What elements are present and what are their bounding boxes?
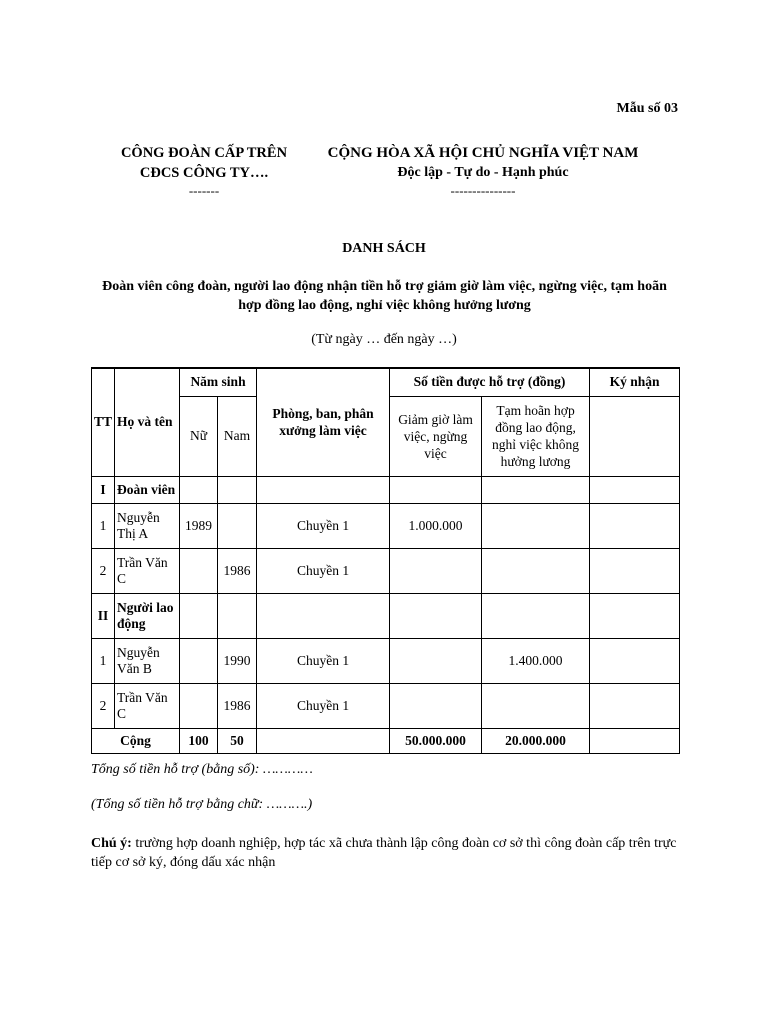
row-reduced-amount — [390, 683, 482, 728]
row-reduced-amount — [390, 548, 482, 593]
row-male-year — [218, 503, 257, 548]
row-tt: 2 — [92, 683, 115, 728]
total-signature-empty — [590, 728, 680, 753]
row-female-year — [180, 548, 218, 593]
table-row — [92, 638, 680, 683]
table-row — [92, 548, 680, 593]
upper-union-label: CÔNG ĐOÀN CẤP TRÊN — [120, 145, 288, 161]
total-row — [92, 728, 680, 753]
table-row — [92, 683, 680, 728]
header-tt: TT — [92, 368, 115, 476]
header-birth-year: Năm sinh — [180, 368, 257, 396]
group-label: Người lao động — [115, 593, 180, 638]
total-male: 50 — [218, 728, 257, 753]
row-female-year — [180, 683, 218, 728]
header-name: Họ và tên — [115, 368, 180, 476]
header-right-divider: --------------- — [450, 183, 516, 198]
header-female: Nữ — [180, 396, 218, 476]
row-signature — [590, 503, 680, 548]
row-signature — [590, 683, 680, 728]
row-department: Chuyền 1 — [257, 548, 390, 593]
header-left-divider: ------- — [188, 183, 220, 198]
header-left — [104, 143, 304, 199]
row-suspended-amount — [482, 503, 590, 548]
row-department: Chuyền 1 — [257, 503, 390, 548]
header-right — [318, 143, 648, 199]
row-name: Nguyễn Thị A — [115, 503, 180, 548]
document-title: DANH SÁCH — [342, 241, 426, 256]
row-department: Chuyền 1 — [257, 638, 390, 683]
row-signature — [590, 638, 680, 683]
recipient-table — [91, 367, 680, 754]
row-suspended-amount — [482, 548, 590, 593]
row-tt: 1 — [92, 503, 115, 548]
header-suspended: Tạm hoãn hợp đồng lao động, nghỉ việc không hưởng lương — [482, 396, 590, 476]
total-suspended-amount: 20.000.000 — [482, 728, 590, 753]
footnote-text: trường hợp doanh nghiệp, hợp tác xã chưa thành lập công đoàn cơ sở thì công đoàn cấp trên trực tiếp cơ sở ký, đóng dấu xác nhận — [91, 836, 677, 870]
national-motto: Độc lập - Tự do - Hạnh phúc — [397, 165, 569, 180]
row-reduced-amount — [390, 638, 482, 683]
group-label: Đoàn viên — [115, 476, 180, 503]
row-male-year: 1990 — [218, 638, 257, 683]
document-subtitle: Đoàn viên công đoàn, người lao động nhận tiền hỗ trợ giảm giờ làm việc, ngừng việc, tạm hoãn hợp đồng lao động, nghỉ việc không hưởng lương — [102, 279, 667, 313]
header-support-amount: Số tiền được hỗ trợ (đồng) — [390, 368, 590, 396]
row-name: Nguyễn Văn B — [115, 638, 180, 683]
group-number: II — [92, 593, 115, 638]
footnote-label: Chú ý: — [91, 836, 132, 851]
total-reduced-amount: 50.000.000 — [390, 728, 482, 753]
row-signature — [590, 548, 680, 593]
group-number: I — [92, 476, 115, 503]
row-name: Trần Văn C — [115, 548, 180, 593]
row-male-year: 1986 — [218, 683, 257, 728]
table-row — [92, 503, 680, 548]
date-range: (Từ ngày … đến ngày …) — [311, 332, 457, 347]
group-row — [92, 476, 680, 503]
row-reduced-amount: 1.000.000 — [390, 503, 482, 548]
total-department-empty — [257, 728, 390, 753]
total-label: Cộng — [92, 728, 180, 753]
country-name: CỘNG HÒA XÃ HỘI CHỦ NGHĨA VIỆT NAM — [327, 145, 639, 161]
row-department: Chuyền 1 — [257, 683, 390, 728]
total-in-numbers: Tổng số tiền hỗ trợ (bằng số): ………… — [91, 762, 313, 777]
row-tt: 1 — [92, 638, 115, 683]
footnote — [91, 834, 691, 872]
row-male-year: 1986 — [218, 548, 257, 593]
row-name: Trần Văn C — [115, 683, 180, 728]
signature-empty-cell — [590, 396, 680, 476]
header-reduced-hours: Giảm giờ làm việc, ngừng việc — [390, 396, 482, 476]
row-suspended-amount — [482, 683, 590, 728]
total-female: 100 — [180, 728, 218, 753]
row-tt: 2 — [92, 548, 115, 593]
row-female-year — [180, 638, 218, 683]
header-male: Nam — [218, 396, 257, 476]
form-number: Mẫu số 03 — [616, 101, 678, 116]
header-department: Phòng, ban, phân xưởng làm việc — [257, 368, 390, 476]
row-female-year: 1989 — [180, 503, 218, 548]
header-signature: Ký nhận — [590, 368, 680, 396]
row-suspended-amount: 1.400.000 — [482, 638, 590, 683]
group-row — [92, 593, 680, 638]
total-in-words: (Tổng số tiền hỗ trợ bằng chữ: ……….) — [91, 797, 313, 812]
company-union-label: CĐCS CÔNG TY…. — [139, 165, 269, 181]
